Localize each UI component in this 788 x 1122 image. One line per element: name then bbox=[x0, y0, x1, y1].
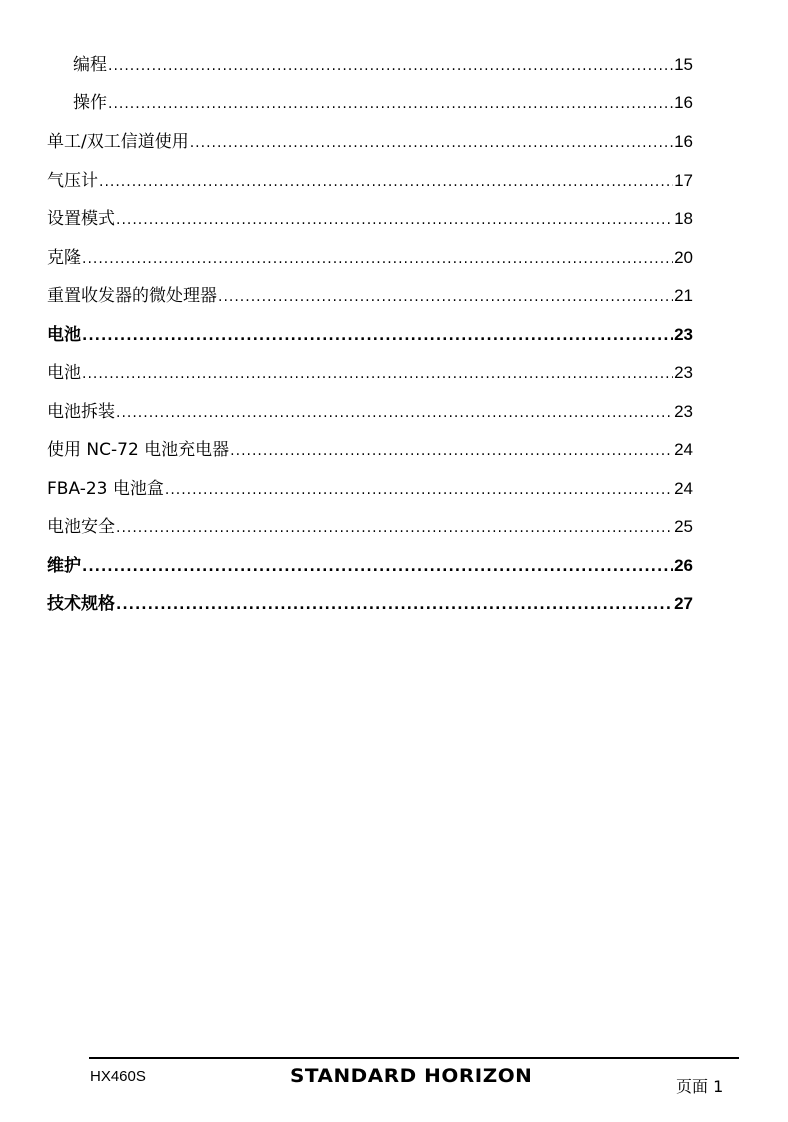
toc-entry-page: 16 bbox=[674, 132, 693, 151]
toc-entry-title: FBA-23 电池盒 bbox=[47, 479, 164, 499]
toc-entry-page: 27 bbox=[674, 594, 693, 613]
toc-entry[interactable] bbox=[47, 168, 693, 192]
toc-entry-title: 电池安全 bbox=[47, 517, 115, 537]
toc-entry[interactable] bbox=[73, 52, 693, 76]
toc-entry-title: 使用 NC-72 电池充电器 bbox=[47, 440, 230, 460]
toc-entry-title: 设置模式 bbox=[47, 209, 115, 229]
toc-entry[interactable] bbox=[47, 245, 693, 269]
toc-entry[interactable] bbox=[47, 514, 693, 538]
toc-entry-page: 21 bbox=[674, 286, 693, 305]
toc-entry[interactable] bbox=[47, 283, 693, 307]
toc-entry-title: 单工/双工信道使用 bbox=[47, 132, 189, 152]
toc-entry-page: 25 bbox=[674, 517, 693, 536]
toc-entry[interactable] bbox=[47, 129, 693, 153]
toc-leader-dots bbox=[190, 134, 673, 153]
toc-entry-title: 气压计 bbox=[47, 171, 98, 191]
toc-entry-page: 23 bbox=[674, 363, 693, 382]
toc-leader-dots bbox=[116, 404, 673, 423]
toc-section-heading[interactable] bbox=[47, 322, 693, 346]
toc-leader-dots bbox=[108, 95, 673, 114]
toc-entry-page: 17 bbox=[674, 171, 693, 190]
toc-leader-dots bbox=[82, 558, 673, 577]
toc-entry-page: 18 bbox=[674, 209, 693, 228]
toc-leader-dots bbox=[218, 288, 673, 307]
toc-entry-page: 26 bbox=[674, 556, 693, 575]
toc-entry-page: 24 bbox=[674, 440, 693, 459]
toc-entry[interactable] bbox=[47, 206, 693, 230]
toc-entry-title: 维护 bbox=[47, 556, 81, 576]
toc-entry-title: 克隆 bbox=[47, 248, 81, 268]
footer-model-name: HX460S bbox=[90, 1068, 146, 1085]
toc-leader-dots bbox=[108, 57, 673, 76]
toc-leader-dots bbox=[99, 173, 673, 192]
toc-leader-dots bbox=[116, 596, 673, 615]
footer-divider bbox=[89, 1057, 739, 1059]
toc-entry-title: 电池拆装 bbox=[47, 402, 115, 422]
toc-section-heading[interactable] bbox=[47, 553, 693, 577]
toc-entry[interactable] bbox=[47, 476, 693, 500]
toc-entry-page: 24 bbox=[674, 479, 693, 498]
toc-entry[interactable] bbox=[73, 90, 693, 114]
toc-leader-dots bbox=[116, 211, 673, 230]
toc-leader-dots bbox=[116, 519, 673, 538]
toc-entry-title: 编程 bbox=[73, 55, 107, 75]
toc-leader-dots bbox=[230, 442, 673, 461]
toc-entry[interactable] bbox=[47, 399, 693, 423]
toc-entry-page: 23 bbox=[674, 325, 693, 344]
toc-entry[interactable] bbox=[47, 437, 693, 461]
toc-leader-dots bbox=[82, 327, 673, 346]
toc-entry-title: 重置收发器的微处理器 bbox=[47, 286, 217, 306]
toc-entry-page: 16 bbox=[674, 93, 693, 112]
toc-entry-title: 操作 bbox=[73, 93, 107, 113]
brand-logo: STANDARD HORIZON bbox=[290, 1065, 533, 1087]
toc-leader-dots bbox=[82, 365, 673, 384]
toc-entry[interactable] bbox=[47, 360, 693, 384]
toc-leader-dots bbox=[82, 250, 673, 269]
footer-page-number: 页面 1 bbox=[676, 1077, 724, 1096]
toc-entry-title: 电池 bbox=[47, 325, 81, 345]
toc-entry-page: 20 bbox=[674, 248, 693, 267]
toc-entry-page: 15 bbox=[674, 55, 693, 74]
toc-entry-page: 23 bbox=[674, 402, 693, 421]
toc-entry-title: 技术规格 bbox=[47, 594, 115, 614]
toc-section-heading[interactable] bbox=[47, 591, 693, 615]
toc-entry-title: 电池 bbox=[47, 363, 81, 383]
toc-leader-dots bbox=[165, 481, 673, 500]
